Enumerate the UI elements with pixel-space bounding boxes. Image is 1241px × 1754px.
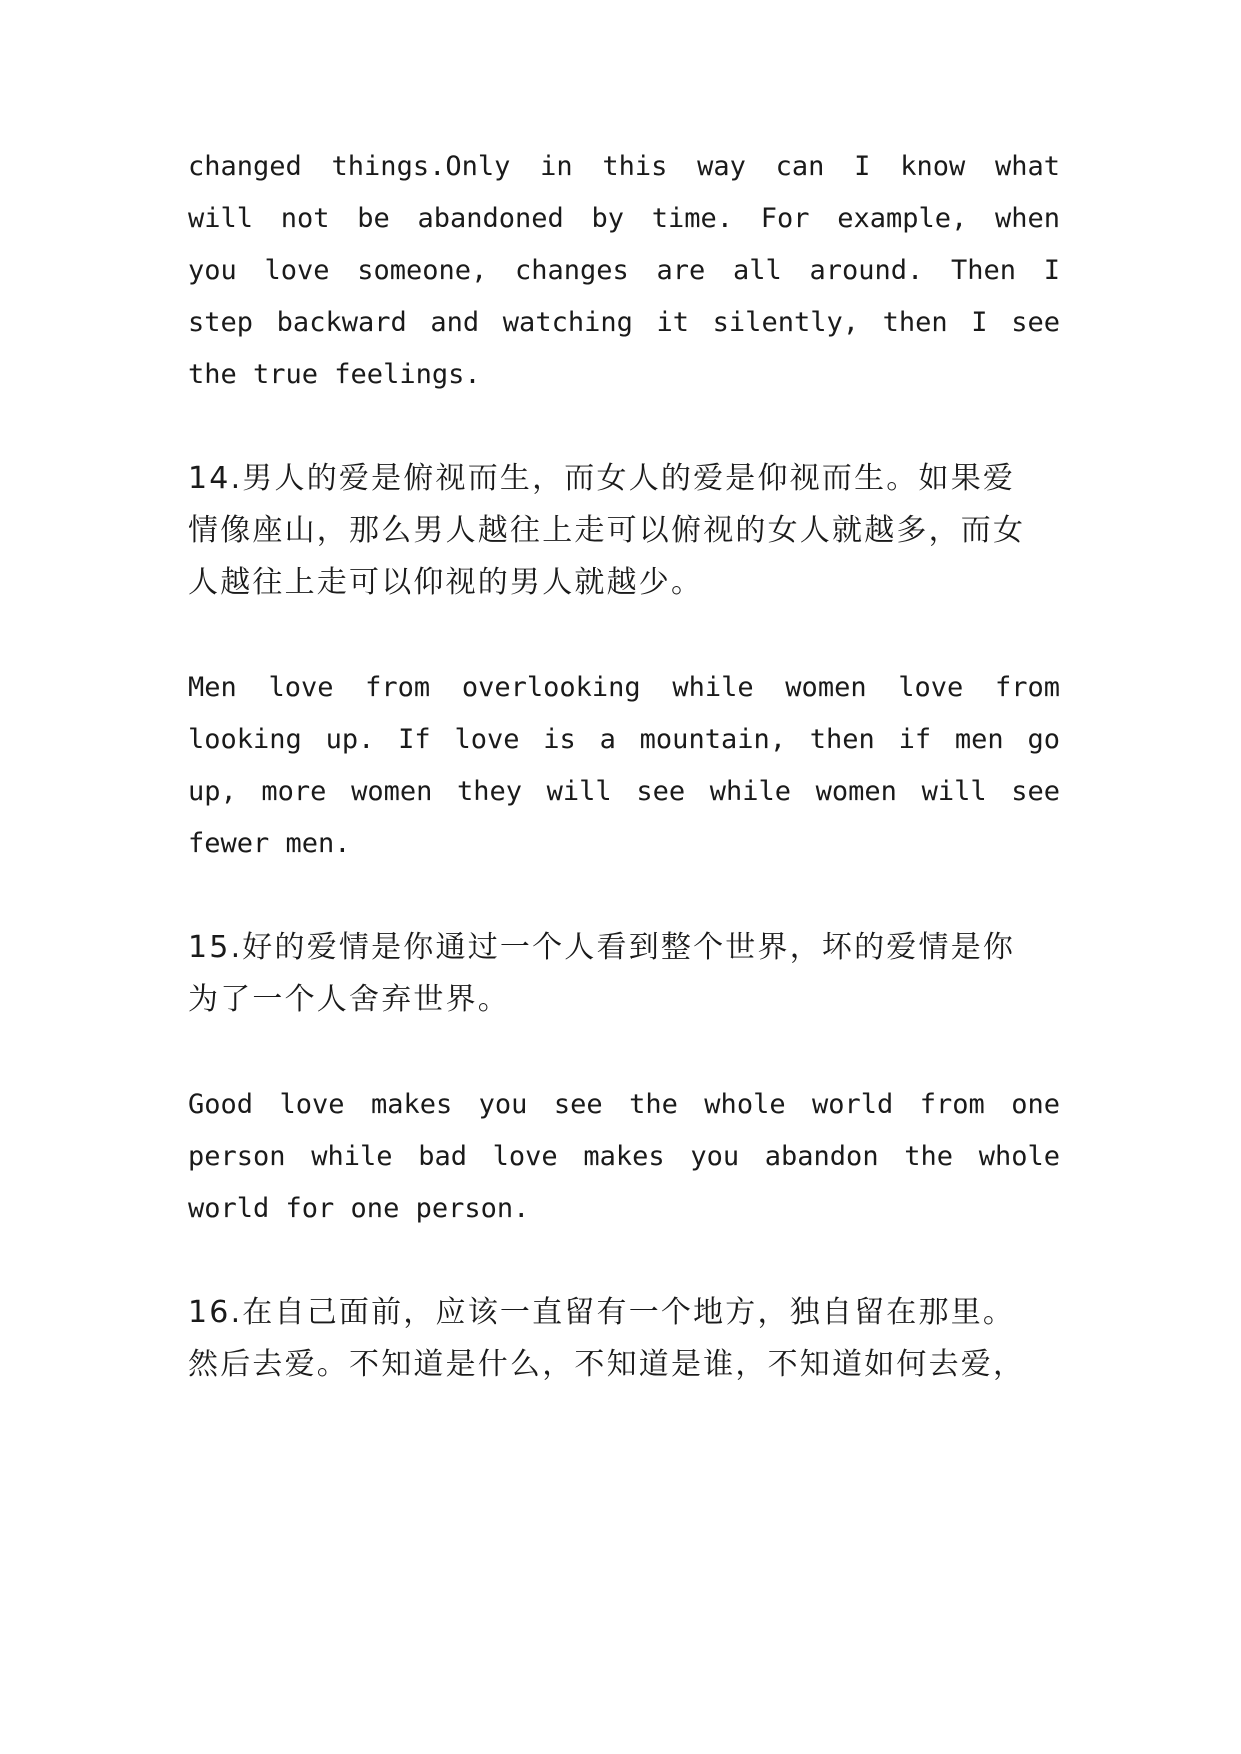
paragraph-15-zh-line-1: 15.好的爱情是你通过一个人看到整个世界，坏的爱情是你 — [188, 930, 1016, 965]
paragraph-13-en-line-2: will not be abandoned by time. For example, when — [188, 203, 1060, 234]
paragraph-14-zh-line-1: 14.男人的爱是俯视而生，而女人的爱是仰视而生。如果爱 — [188, 461, 1016, 496]
paragraph-15-zh-line-2: 为了一个人舍弃世界。 — [188, 982, 510, 1017]
paragraph-13-en-line-4: step backward and watching it silently, then I see — [188, 307, 1060, 338]
paragraph-14-en-line-4: fewer men. — [188, 828, 351, 859]
paragraph-14-en-line-1: Men love from overlooking while women love from — [188, 672, 1060, 703]
paragraph-14-zh-line-3: 人越往上走可以仰视的男人就越少。 — [188, 565, 704, 600]
paragraph-16-zh-line-1: 16.在自己面前，应该一直留有一个地方，独自留在那里。 — [188, 1295, 1016, 1330]
paragraph-15-en-line-1: Good love makes you see the whole world from one — [188, 1089, 1060, 1120]
paragraph-13-en-line-1: changed things.Only in this way can I know what — [188, 151, 1060, 182]
paragraph-16-zh-line-2: 然后去爱。不知道是什么，不知道是谁，不知道如何去爱， — [188, 1347, 1026, 1382]
paragraph-14-zh-line-2: 情像座山，那么男人越往上走可以俯视的女人就越多，而女 — [188, 513, 1026, 548]
paragraph-14-en-line-2: looking up. If love is a mountain, then if men go — [188, 724, 1060, 755]
paragraph-15-en-line-3: world for one person. — [188, 1193, 530, 1224]
paragraph-14-en-line-3: up, more women they will see while women will see — [188, 776, 1060, 807]
paragraph-15-en-line-2: person while bad love makes you abandon the whole — [188, 1141, 1060, 1172]
paragraph-13-en-line-3: you love someone, changes are all around. Then I — [188, 255, 1060, 286]
paragraph-13-en-line-5: the true feelings. — [188, 359, 481, 390]
